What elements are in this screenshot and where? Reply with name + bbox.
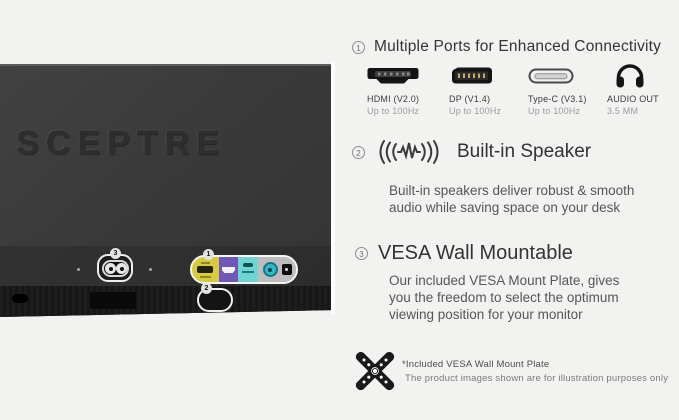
power-pin-hole bbox=[105, 263, 116, 274]
hdmi-port bbox=[197, 266, 213, 273]
port-name: AUDIO OUT bbox=[607, 94, 659, 104]
port-item-audio bbox=[607, 62, 669, 116]
callout-digit-speaker: 2 bbox=[201, 283, 212, 294]
kensington-lock-slot bbox=[12, 294, 28, 303]
hdmi-port-segment bbox=[192, 257, 219, 282]
footnote-line2: The product images shown are for illustration purposes only bbox=[405, 373, 669, 384]
dp-port-segment bbox=[219, 257, 238, 282]
usb-c-port-icon bbox=[528, 62, 600, 90]
vent-cutout bbox=[90, 292, 136, 309]
dp-port bbox=[222, 267, 235, 273]
screw-dot bbox=[149, 268, 152, 271]
feature-3-body: Our included VESA Mount Plate, gives you the freedom to select the optimum viewing position for your monitor bbox=[389, 273, 620, 322]
typec-port-segment bbox=[238, 257, 258, 282]
footnote-line1: *Included VESA Wall Mount Plate bbox=[402, 359, 550, 370]
port-spec: Up to 100Hz bbox=[528, 106, 581, 116]
port-name: HDMI (V2.0) bbox=[367, 94, 420, 104]
port-item-dp bbox=[449, 62, 521, 116]
feature-3-title: VESA Wall Mountable bbox=[378, 242, 573, 264]
feature-2-number: 2 bbox=[352, 146, 365, 159]
speaker-wave-icon bbox=[373, 139, 445, 165]
feature-1-title: Multiple Ports for Enhanced Connectivity bbox=[374, 38, 662, 55]
monitor-bottom-bezel bbox=[0, 286, 331, 317]
callout-digit-power: 3 bbox=[110, 248, 121, 259]
feature-2-body: Built-in speakers deliver robust & smooth audio while saving space on your desk bbox=[389, 183, 635, 215]
port-spec: Up to 100Hz bbox=[449, 106, 502, 116]
feature-2-header bbox=[352, 139, 591, 165]
feature-1-header bbox=[352, 38, 661, 56]
feature-3-number: 3 bbox=[355, 247, 368, 260]
port-item-hdmi bbox=[367, 62, 443, 116]
dc-in-port bbox=[282, 264, 292, 275]
hdmi-port-icon bbox=[367, 62, 443, 90]
audio-jack bbox=[263, 262, 278, 277]
callout-digit-ports: 1 bbox=[203, 249, 214, 260]
port-name: DP (V1.4) bbox=[449, 94, 491, 104]
port-name: Type-C (V3.1) bbox=[528, 94, 587, 104]
displayport-icon bbox=[449, 62, 521, 90]
port-spec: 3.5 MM bbox=[607, 106, 639, 116]
typec-port bbox=[243, 263, 253, 267]
monitor-edge-highlight bbox=[331, 62, 335, 314]
brand-logo: SCEPTRE bbox=[16, 124, 226, 162]
feature-3-header bbox=[355, 242, 573, 265]
feature-1-number: 1 bbox=[352, 41, 365, 54]
power-pin-hole bbox=[116, 263, 127, 274]
audio-power-segment bbox=[258, 257, 296, 282]
vesa-plate-icon bbox=[352, 349, 398, 398]
screw-dot bbox=[77, 268, 80, 271]
port-spec: Up to 100Hz bbox=[367, 106, 420, 116]
headphones-icon bbox=[607, 62, 669, 90]
port-item-typec bbox=[528, 62, 600, 116]
feature-2-title: Built-in Speaker bbox=[457, 141, 592, 162]
